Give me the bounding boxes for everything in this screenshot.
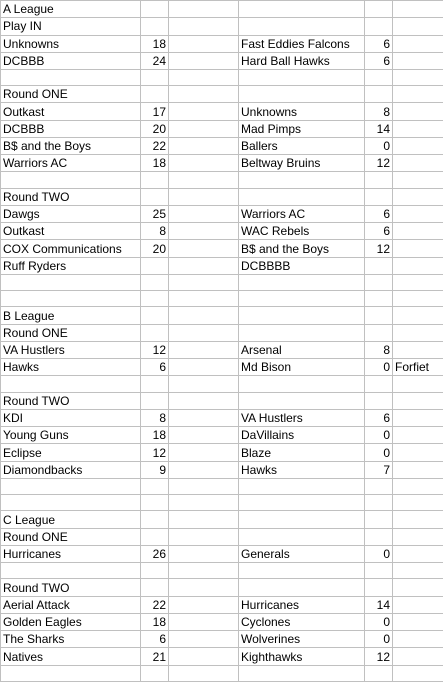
sheet-cell[interactable]: Ruff Ryders bbox=[1, 257, 141, 274]
sheet-cell[interactable] bbox=[169, 291, 239, 307]
sheet-cell[interactable] bbox=[365, 376, 393, 392]
sheet-cell[interactable]: 12 bbox=[141, 444, 169, 461]
sheet-row bbox=[1, 648, 443, 665]
sheet-cell[interactable] bbox=[393, 120, 443, 137]
sheet-cell[interactable]: 8 bbox=[141, 409, 169, 426]
sheet-cell[interactable]: Round ONE bbox=[1, 324, 141, 341]
sheet-cell[interactable]: 0 bbox=[365, 545, 393, 562]
sheet-cell[interactable] bbox=[141, 307, 169, 324]
sheet-cell[interactable] bbox=[141, 511, 169, 528]
sheet-cell[interactable] bbox=[393, 137, 443, 154]
sheet-cell[interactable]: 22 bbox=[141, 596, 169, 613]
sheet-cell[interactable] bbox=[239, 324, 365, 341]
sheet-cell[interactable] bbox=[141, 579, 169, 596]
sheet-cell[interactable] bbox=[169, 495, 239, 511]
sheet-cell[interactable] bbox=[169, 35, 239, 52]
sheet-cell[interactable] bbox=[239, 1, 365, 18]
sheet-cell[interactable]: 0 bbox=[365, 359, 393, 376]
sheet-cell[interactable]: Generals bbox=[239, 545, 365, 562]
sheet-cell[interactable]: C League bbox=[1, 511, 141, 528]
sheet-cell[interactable] bbox=[365, 511, 393, 528]
sheet-cell[interactable] bbox=[169, 274, 239, 290]
sheet-cell[interactable] bbox=[141, 665, 169, 681]
sheet-cell[interactable]: VA Hustlers bbox=[239, 409, 365, 426]
sheet-row bbox=[1, 392, 443, 409]
sheet-cell[interactable] bbox=[393, 528, 443, 545]
sheet-cell[interactable] bbox=[239, 495, 365, 511]
sheet-cell[interactable] bbox=[169, 478, 239, 494]
sheet-row bbox=[1, 103, 443, 120]
sheet-row bbox=[1, 528, 443, 545]
sheet-cell[interactable] bbox=[169, 579, 239, 596]
sheet-row bbox=[1, 52, 443, 69]
sheet-cell[interactable] bbox=[169, 511, 239, 528]
sheet-cell[interactable] bbox=[169, 18, 239, 35]
sheet-cell[interactable] bbox=[239, 18, 365, 35]
sheet-cell[interactable] bbox=[393, 52, 443, 69]
sheet-cell[interactable]: 0 bbox=[365, 444, 393, 461]
sheet-cell[interactable]: Arsenal bbox=[239, 341, 365, 358]
sheet-cell[interactable] bbox=[393, 18, 443, 35]
sheet-cell[interactable] bbox=[393, 307, 443, 324]
sheet-cell[interactable]: Hurricanes bbox=[1, 545, 141, 562]
sheet-cell[interactable] bbox=[393, 274, 443, 290]
sheet-cell[interactable]: Wolverines bbox=[239, 631, 365, 648]
sheet-cell[interactable] bbox=[169, 120, 239, 137]
sheet-row bbox=[1, 495, 443, 511]
sheet-cell[interactable] bbox=[365, 307, 393, 324]
sheet-cell[interactable] bbox=[1, 563, 141, 579]
sheet-row bbox=[1, 631, 443, 648]
sheet-cell[interactable] bbox=[169, 461, 239, 478]
sheet-cell[interactable] bbox=[393, 495, 443, 511]
sheet-cell[interactable] bbox=[393, 188, 443, 205]
sheet-cell[interactable] bbox=[393, 444, 443, 461]
sheet-row bbox=[1, 545, 443, 562]
sheet-cell[interactable]: Round TWO bbox=[1, 579, 141, 596]
sheet-cell[interactable] bbox=[169, 665, 239, 681]
sheet-cell[interactable] bbox=[365, 172, 393, 188]
sheet-cell[interactable] bbox=[169, 341, 239, 358]
sheet-cell[interactable]: Outkast bbox=[1, 223, 141, 240]
sheet-cell[interactable]: 12 bbox=[365, 155, 393, 172]
sheet-cell[interactable] bbox=[393, 461, 443, 478]
sheet-cell[interactable] bbox=[239, 665, 365, 681]
sheet-cell[interactable] bbox=[239, 172, 365, 188]
sheet-cell[interactable]: Md Bison bbox=[239, 359, 365, 376]
sheet-row bbox=[1, 1, 443, 18]
sheet-cell[interactable] bbox=[141, 274, 169, 290]
sheet-cell[interactable] bbox=[365, 665, 393, 681]
sheet-cell[interactable]: Dawgs bbox=[1, 205, 141, 222]
sheet-cell[interactable] bbox=[169, 376, 239, 392]
sheet-cell[interactable]: Young Guns bbox=[1, 427, 141, 444]
sheet-row bbox=[1, 155, 443, 172]
sheet-cell[interactable]: VA Hustlers bbox=[1, 341, 141, 358]
sheet-cell[interactable] bbox=[393, 596, 443, 613]
sheet-cell[interactable]: Play IN bbox=[1, 18, 141, 35]
sheet-cell[interactable] bbox=[239, 478, 365, 494]
sheet-cell[interactable] bbox=[1, 478, 141, 494]
sheet-row bbox=[1, 461, 443, 478]
sheet-row bbox=[1, 427, 443, 444]
sheet-cell[interactable] bbox=[169, 444, 239, 461]
sheet-cell[interactable] bbox=[393, 579, 443, 596]
sheet-row bbox=[1, 563, 443, 579]
sheet-cell[interactable] bbox=[169, 257, 239, 274]
sheet-cell[interactable]: 18 bbox=[141, 613, 169, 630]
sheet-row bbox=[1, 359, 443, 376]
sheet-row bbox=[1, 274, 443, 290]
sheet-cell[interactable] bbox=[365, 495, 393, 511]
sheet-cell[interactable]: 25 bbox=[141, 205, 169, 222]
sheet-cell[interactable]: Mad Pimps bbox=[239, 120, 365, 137]
sheet-cell[interactable] bbox=[393, 223, 443, 240]
sheet-cell[interactable] bbox=[141, 172, 169, 188]
sheet-row bbox=[1, 172, 443, 188]
sheet-cell[interactable] bbox=[141, 257, 169, 274]
sheet-cell[interactable] bbox=[393, 1, 443, 18]
sheet-cell[interactable] bbox=[169, 648, 239, 665]
sheet-cell[interactable]: 6 bbox=[365, 223, 393, 240]
sheet-cell[interactable] bbox=[393, 205, 443, 222]
sheet-cell[interactable] bbox=[141, 324, 169, 341]
sheet-cell[interactable]: Kighthawks bbox=[239, 648, 365, 665]
sheet-row bbox=[1, 478, 443, 494]
sheet-cell[interactable]: 8 bbox=[365, 341, 393, 358]
sheet-row bbox=[1, 376, 443, 392]
sheet-row bbox=[1, 307, 443, 324]
sheet-cell[interactable]: DCBBBB bbox=[239, 257, 365, 274]
sheet-cell[interactable] bbox=[393, 392, 443, 409]
sheet-cell[interactable]: COX Communications bbox=[1, 240, 141, 257]
sheet-row bbox=[1, 35, 443, 52]
sheet-cell[interactable] bbox=[169, 392, 239, 409]
sheet-cell[interactable]: Hard Ball Hawks bbox=[239, 52, 365, 69]
sheet-cell[interactable] bbox=[393, 613, 443, 630]
sheet-cell[interactable] bbox=[393, 172, 443, 188]
sheet-row bbox=[1, 257, 443, 274]
sheet-cell[interactable] bbox=[239, 291, 365, 307]
sheet-cell[interactable] bbox=[169, 528, 239, 545]
sheet-cell[interactable]: Warriors AC bbox=[1, 155, 141, 172]
sheet-cell[interactable] bbox=[169, 70, 239, 86]
sheet-cell[interactable]: 6 bbox=[365, 35, 393, 52]
sheet-cell[interactable]: Ballers bbox=[239, 137, 365, 154]
sheet-cell[interactable]: B League bbox=[1, 307, 141, 324]
sheet-cell[interactable] bbox=[239, 188, 365, 205]
sheet-cell[interactable]: 21 bbox=[141, 648, 169, 665]
sheet-cell[interactable] bbox=[393, 341, 443, 358]
sheet-cell[interactable]: The Sharks bbox=[1, 631, 141, 648]
sheet-cell[interactable]: Round ONE bbox=[1, 86, 141, 103]
sheet-cell[interactable] bbox=[393, 155, 443, 172]
sheet-cell[interactable] bbox=[239, 528, 365, 545]
sheet-row bbox=[1, 188, 443, 205]
sheet-cell[interactable]: 18 bbox=[141, 427, 169, 444]
sheet-cell[interactable] bbox=[393, 665, 443, 681]
sheet-cell[interactable]: Forfiet bbox=[393, 359, 443, 376]
sheet-cell[interactable]: Unknowns bbox=[1, 35, 141, 52]
sheet-cell[interactable] bbox=[365, 257, 393, 274]
sheet-cell[interactable] bbox=[365, 392, 393, 409]
sheet-cell[interactable] bbox=[169, 155, 239, 172]
sheet-row bbox=[1, 665, 443, 681]
sheet-cell[interactable] bbox=[393, 70, 443, 86]
sheet-cell[interactable] bbox=[393, 35, 443, 52]
sheet-row bbox=[1, 70, 443, 86]
sheet-cell[interactable] bbox=[365, 1, 393, 18]
sheet-row bbox=[1, 291, 443, 307]
sheet-cell[interactable]: 0 bbox=[365, 613, 393, 630]
sheet-cell[interactable]: KDI bbox=[1, 409, 141, 426]
sheet-row bbox=[1, 579, 443, 596]
sheet-cell[interactable]: 9 bbox=[141, 461, 169, 478]
sheet-cell[interactable]: 7 bbox=[365, 461, 393, 478]
sheet-cell[interactable]: 14 bbox=[365, 596, 393, 613]
sheet-cell[interactable] bbox=[169, 223, 239, 240]
sheet-cell[interactable] bbox=[1, 291, 141, 307]
sheet-cell[interactable] bbox=[393, 545, 443, 562]
sheet-row bbox=[1, 511, 443, 528]
sheet-cell[interactable]: 0 bbox=[365, 631, 393, 648]
sheet-cell[interactable]: Cyclones bbox=[239, 613, 365, 630]
sheet-cell[interactable]: DaVillains bbox=[239, 427, 365, 444]
sheet-row bbox=[1, 86, 443, 103]
sheet-cell[interactable]: Blaze bbox=[239, 444, 365, 461]
sheet-cell[interactable]: 14 bbox=[365, 120, 393, 137]
sheet-cell[interactable] bbox=[141, 86, 169, 103]
sheet-cell[interactable]: 12 bbox=[141, 341, 169, 358]
sheet-cell[interactable] bbox=[1, 665, 141, 681]
sheet-cell[interactable] bbox=[239, 274, 365, 290]
sheet-cell[interactable]: Hawks bbox=[1, 359, 141, 376]
sheet-cell[interactable]: 12 bbox=[365, 648, 393, 665]
sheet-cell[interactable]: Diamondbacks bbox=[1, 461, 141, 478]
sheet-cell[interactable] bbox=[365, 70, 393, 86]
sheet-cell[interactable] bbox=[169, 359, 239, 376]
sheet-cell[interactable] bbox=[169, 427, 239, 444]
sheet-cell[interactable] bbox=[393, 409, 443, 426]
sheet-cell[interactable]: Warriors AC bbox=[239, 205, 365, 222]
sheet-cell[interactable]: B$ and the Boys bbox=[1, 137, 141, 154]
sheet-cell[interactable] bbox=[365, 579, 393, 596]
sheet-cell[interactable]: Fast Eddies Falcons bbox=[239, 35, 365, 52]
sheet-row bbox=[1, 444, 443, 461]
sheet-cell[interactable] bbox=[169, 188, 239, 205]
sheet-cell[interactable]: 0 bbox=[365, 427, 393, 444]
sheet-cell[interactable] bbox=[169, 613, 239, 630]
sheet-cell[interactable]: B$ and the Boys bbox=[239, 240, 365, 257]
sheet-cell[interactable]: Hurricanes bbox=[239, 596, 365, 613]
sheet-cell[interactable]: 17 bbox=[141, 103, 169, 120]
sheet-cell[interactable] bbox=[1, 172, 141, 188]
sheet-cell[interactable] bbox=[169, 596, 239, 613]
sheet-cell[interactable] bbox=[393, 240, 443, 257]
sheet-cell[interactable] bbox=[239, 563, 365, 579]
sheet-cell[interactable] bbox=[393, 563, 443, 579]
spreadsheet-body bbox=[1, 1, 443, 682]
sheet-cell[interactable]: Eclipse bbox=[1, 444, 141, 461]
sheet-cell[interactable] bbox=[239, 376, 365, 392]
sheet-cell[interactable]: A League bbox=[1, 1, 141, 18]
sheet-row bbox=[1, 120, 443, 137]
sheet-row bbox=[1, 409, 443, 426]
sheet-cell[interactable] bbox=[239, 86, 365, 103]
sheet-cell[interactable]: 12 bbox=[365, 240, 393, 257]
sheet-cell[interactable]: 26 bbox=[141, 545, 169, 562]
sheet-cell[interactable]: Natives bbox=[1, 648, 141, 665]
sheet-cell[interactable] bbox=[169, 103, 239, 120]
sheet-cell[interactable] bbox=[393, 648, 443, 665]
sheet-cell[interactable] bbox=[141, 18, 169, 35]
sheet-cell[interactable] bbox=[393, 86, 443, 103]
sheet-cell[interactable]: Hawks bbox=[239, 461, 365, 478]
sheet-cell[interactable] bbox=[141, 478, 169, 494]
sheet-cell[interactable] bbox=[169, 240, 239, 257]
sheet-cell[interactable]: 8 bbox=[365, 103, 393, 120]
sheet-cell[interactable] bbox=[169, 631, 239, 648]
sheet-cell[interactable] bbox=[365, 86, 393, 103]
sheet-cell[interactable]: 6 bbox=[365, 52, 393, 69]
sheet-cell[interactable] bbox=[169, 86, 239, 103]
sheet-cell[interactable] bbox=[141, 188, 169, 205]
sheet-cell[interactable] bbox=[1, 495, 141, 511]
sheet-cell[interactable]: Round ONE bbox=[1, 528, 141, 545]
sheet-cell[interactable] bbox=[239, 511, 365, 528]
sheet-cell[interactable] bbox=[169, 409, 239, 426]
sheet-cell[interactable]: 6 bbox=[141, 359, 169, 376]
sheet-cell[interactable] bbox=[365, 188, 393, 205]
sheet-cell[interactable] bbox=[169, 172, 239, 188]
sheet-cell[interactable]: 0 bbox=[365, 137, 393, 154]
sheet-row bbox=[1, 240, 443, 257]
sheet-cell[interactable] bbox=[365, 528, 393, 545]
sheet-cell[interactable]: 20 bbox=[141, 120, 169, 137]
sheet-cell[interactable] bbox=[141, 495, 169, 511]
sheet-cell[interactable] bbox=[365, 478, 393, 494]
sheet-cell[interactable] bbox=[141, 528, 169, 545]
sheet-cell[interactable]: Round TWO bbox=[1, 392, 141, 409]
sheet-row bbox=[1, 205, 443, 222]
sheet-row bbox=[1, 223, 443, 240]
sheet-cell[interactable] bbox=[141, 376, 169, 392]
sheet-cell[interactable] bbox=[169, 545, 239, 562]
sheet-cell[interactable] bbox=[393, 103, 443, 120]
sheet-cell[interactable]: 22 bbox=[141, 137, 169, 154]
sheet-cell[interactable] bbox=[365, 18, 393, 35]
sheet-cell[interactable] bbox=[141, 1, 169, 18]
sheet-cell[interactable] bbox=[169, 563, 239, 579]
sheet-cell[interactable] bbox=[239, 392, 365, 409]
sheet-cell[interactable] bbox=[169, 52, 239, 69]
sheet-cell[interactable] bbox=[141, 392, 169, 409]
sheet-row bbox=[1, 341, 443, 358]
sheet-cell[interactable]: Unknowns bbox=[239, 103, 365, 120]
sheet-cell[interactable]: WAC Rebels bbox=[239, 223, 365, 240]
sheet-cell[interactable]: 6 bbox=[365, 409, 393, 426]
sheet-cell[interactable] bbox=[169, 1, 239, 18]
sheet-cell[interactable] bbox=[393, 324, 443, 341]
sheet-row bbox=[1, 324, 443, 341]
sheet-cell[interactable]: DCBBB bbox=[1, 52, 141, 69]
sheet-cell[interactable] bbox=[141, 563, 169, 579]
sheet-cell[interactable]: Golden Eagles bbox=[1, 613, 141, 630]
sheet-cell[interactable]: 8 bbox=[141, 223, 169, 240]
sheet-cell[interactable]: Aerial Attack bbox=[1, 596, 141, 613]
sheet-cell[interactable] bbox=[365, 324, 393, 341]
sheet-row bbox=[1, 613, 443, 630]
sheet-cell[interactable]: 6 bbox=[365, 205, 393, 222]
sheet-cell[interactable]: 6 bbox=[141, 631, 169, 648]
sheet-cell[interactable] bbox=[169, 307, 239, 324]
sheet-cell[interactable] bbox=[393, 291, 443, 307]
sheet-cell[interactable]: 24 bbox=[141, 52, 169, 69]
sheet-cell[interactable]: DCBBB bbox=[1, 120, 141, 137]
sheet-cell[interactable] bbox=[169, 205, 239, 222]
sheet-row bbox=[1, 137, 443, 154]
sheet-cell[interactable] bbox=[239, 307, 365, 324]
sheet-cell[interactable] bbox=[393, 376, 443, 392]
sheet-cell[interactable] bbox=[393, 427, 443, 444]
sheet-cell[interactable]: 20 bbox=[141, 240, 169, 257]
sheet-cell[interactable]: 18 bbox=[141, 35, 169, 52]
sheet-cell[interactable] bbox=[365, 274, 393, 290]
sheet-cell[interactable] bbox=[1, 70, 141, 86]
sheet-cell[interactable] bbox=[365, 291, 393, 307]
sheet-cell[interactable]: 18 bbox=[141, 155, 169, 172]
sheet-cell[interactable] bbox=[365, 563, 393, 579]
sheet-cell[interactable] bbox=[169, 324, 239, 341]
sheet-cell[interactable] bbox=[169, 137, 239, 154]
sheet-cell[interactable] bbox=[393, 478, 443, 494]
sheet-cell[interactable] bbox=[393, 511, 443, 528]
sheet-cell[interactable] bbox=[239, 70, 365, 86]
sheet-cell[interactable] bbox=[1, 274, 141, 290]
sheet-row bbox=[1, 596, 443, 613]
sheet-row bbox=[1, 18, 443, 35]
sheet-cell[interactable]: Round TWO bbox=[1, 188, 141, 205]
sheet-cell[interactable] bbox=[1, 376, 141, 392]
sheet-cell[interactable]: Outkast bbox=[1, 103, 141, 120]
sheet-cell[interactable] bbox=[239, 579, 365, 596]
sheet-cell[interactable] bbox=[393, 257, 443, 274]
sheet-cell[interactable] bbox=[141, 70, 169, 86]
sheet-cell[interactable] bbox=[393, 631, 443, 648]
sheet-cell[interactable] bbox=[141, 291, 169, 307]
sheet-cell[interactable]: Beltway Bruins bbox=[239, 155, 365, 172]
